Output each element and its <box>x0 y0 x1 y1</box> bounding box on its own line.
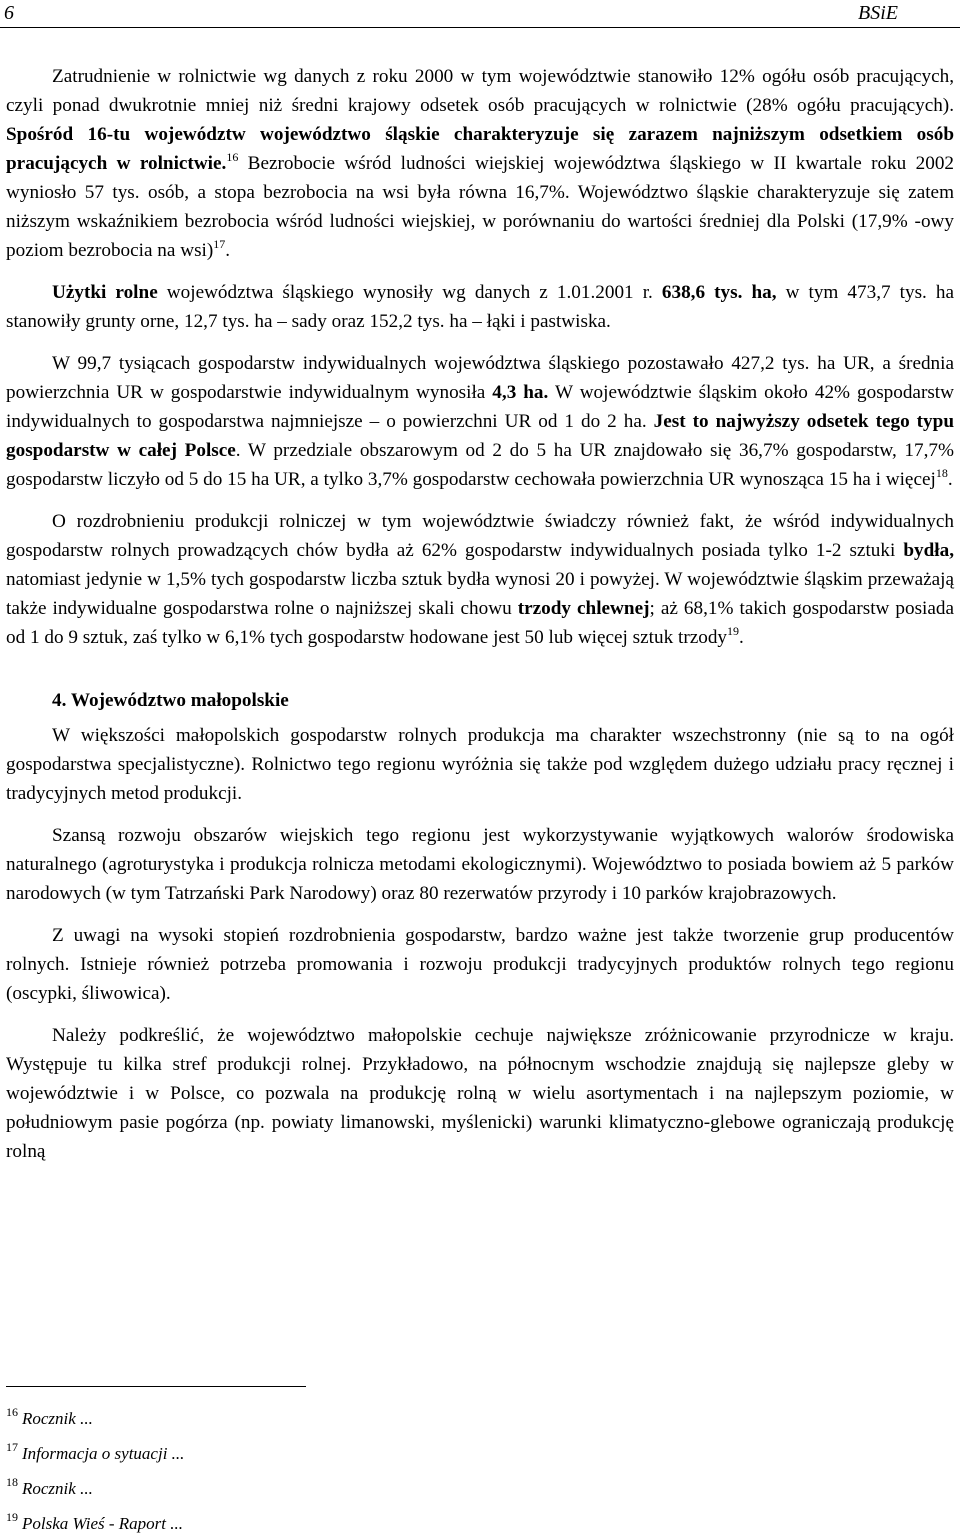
emphasis: bydła, <box>903 540 954 561</box>
paragraph-employment: Zatrudnienie w rolnictwie wg danych z roku 2000 w tym województwie stanowiło 12% ogółu osób pracujących, czyli ponad dwukrotnie mniej niż średni krajowy odsetek osób pracujących w rolnictwie (28% ogółu pracujących). Spośród 16-tu województw województwo śląskie charakteryzuje się zarazem najniższym odsetkiem osób pracujących w rolnictwie.$^{16}$ Bezrobocie wśród ludności wiejskiej województwa śląskiego w II kwartale roku 2002 wyniosło 57 tys. osób, a stopa bezrobocia na wsi była równa 16,7%. Województwo śląskie charakteryzuje się zatem niższym wskaźnikiem bezrobocia wśród ludności wiejskiej, w porównaniu do wartości średniej dla Polski (17,9% -owy poziom bezrobocia na wsi)$^{17}$. <box>6 66 955 261</box>
emphasis: 4,3 ha. <box>492 382 549 403</box>
emphasis: Spośród 16-tu województw województwo śląskie charakteryzuje się zarazem najniższym odsetkiem osób pracujących w rolnictwie. <box>6 124 954 174</box>
footnote-ref: 17 <box>213 237 226 251</box>
emphasis: Użytki rolne <box>52 282 158 303</box>
paragraph-producer-groups: Z uwagi na wysoki stopień rozdrobnienia gospodarstw, bardzo ważne jest także tworzenie grup producentów rolnych. Istnieje również potrzeba promowania i rozwoju produkcji tradycyjnych produktów rolnych tego regionu (oscypki, śliwowica). <box>6 925 954 1004</box>
paragraph-malopolska-production: W większości małopolskich gospodarstw rolnych produkcja ma charakter wszechstronny (nie są to na ogół gospodarstwa specjalistyczne). Rolnictwo tego regionu wyróżnia się także pod względem dużego udziału pracy ręcznej i tradycyjnych metod produkcji. <box>6 725 954 804</box>
paragraph-diversity: Należy podkreślić, że województwo małopolskie cechuje największe zróżnicowanie przyrodnicze w kraju. Występuje tu kilka stref produkcji rolnej. Przykładowo, na północnym wschodzie znajdują się najlepsze gleby w województwie i w Polsce, co pozwala na produkcję rolną w wielu asortymentach i na najlepszym poziomie, w południowym pasie pogórza (np. powiaty limanowski, myślenicki) warunki klimatyczno-glebowe ograniczają produkcję rolną <box>6 1025 954 1162</box>
footnotes <box>6 1398 606 1538</box>
document-body <box>6 62 954 1179</box>
paragraph-malopolska-development: Szansą rozwoju obszarów wiejskich tego regionu jest wykorzystywanie wyjątkowych walorów środowiska naturalnego (agroturystyka i produkcja rolnicza metodami ekologicznymi). Województwo to posiada bowiem aż 5 parków narodowych (w tym Tatrzański Park Narodowy) oraz 80 rezerwatów przyrody i 10 parków krajobrazowych. <box>6 825 954 904</box>
paragraph-livestock: O rozdrobnieniu produkcji rolniczej w tym województwie świadczy również fakt, że wśród indywidualnych gospodarstw rolnych prowadzących chów bydła aż 62% gospodarstw indywidualnych posiada tylko 1-2 sztuki bydła, natomiast jedynie w 1,5% tych gospodarstw liczba sztuk bydła wynosi 20 i powyżej. W województwie śląskim przeważają także indywidualne gospodarstwa rolne o najniższej skali chowu trzody chlewnej; aż 68,1% takich gospodarstw posiada od 1 do 9 sztuk, zaś tylko w 6,1% tych gospodarstw hodowane jest 50 lub więcej sztuk trzody$^{19}$. <box>6 511 955 648</box>
header-rule <box>0 27 960 28</box>
footnote-rule <box>6 1386 306 1387</box>
footnote-ref: 16 <box>226 150 239 164</box>
running-head: BSiE <box>858 2 898 24</box>
section-heading: 4. Województwo małopolskie <box>52 690 289 711</box>
paragraph-agricultural-land: Użytki rolne województwa śląskiego wynosiły wg danych z 1.01.2001 r. 638,6 tys. ha, w tym 473,7 tys. ha stanowiły grunty orne, 12,7 tys. ha – sady oraz 152,2 tys. ha – łąki i pastwiska. <box>6 282 955 332</box>
emphasis: 638,6 tys. ha, <box>661 282 777 303</box>
emphasis: Jest to najwyższy odsetek tego typu gospodarstw w całej Polsce <box>6 411 954 461</box>
emphasis: trzody chlewnej <box>517 598 650 619</box>
paragraph-farms: W 99,7 tysiącach gospodarstw indywidualnych województwa śląskiego pozostawało 427,2 tys. ha UR, a średnia powierzchnia UR w gospodarstwie indywidualnym wynosiła 4,3 ha. W województwie śląskim około 42% gospodarstw indywidualnych to gospodarstwa najmniejsze – o powierzchni UR od 1 do 2 ha. Jest to najwyższy odsetek tego typu gospodarstw w całej Polsce. W przedziale obszarowym od 2 do 5 ha UR znajdowało się 36,7% gospodarstw, 17,7% gospodarstw liczyło od 5 do 15 ha UR, a tylko 3,7% gospodarstw cechowała powierzchnia UR wynosząca 15 ha i więcej$^{18}$. <box>6 353 954 490</box>
footnote-ref: 18 <box>935 466 948 480</box>
page-number: 6 <box>4 2 14 24</box>
footnote: $^{17}$ Informacja o sytuacji ... <box>6 1440 185 1463</box>
footnote: $^{18}$ Rocznik ... <box>6 1475 93 1498</box>
footnote: $^{16}$ Rocznik ... <box>6 1405 93 1428</box>
footnote: $^{19}$ Polska Wieś - Raport ... <box>6 1510 184 1533</box>
footnote-ref: 19 <box>727 624 740 638</box>
page-header <box>0 0 960 32</box>
